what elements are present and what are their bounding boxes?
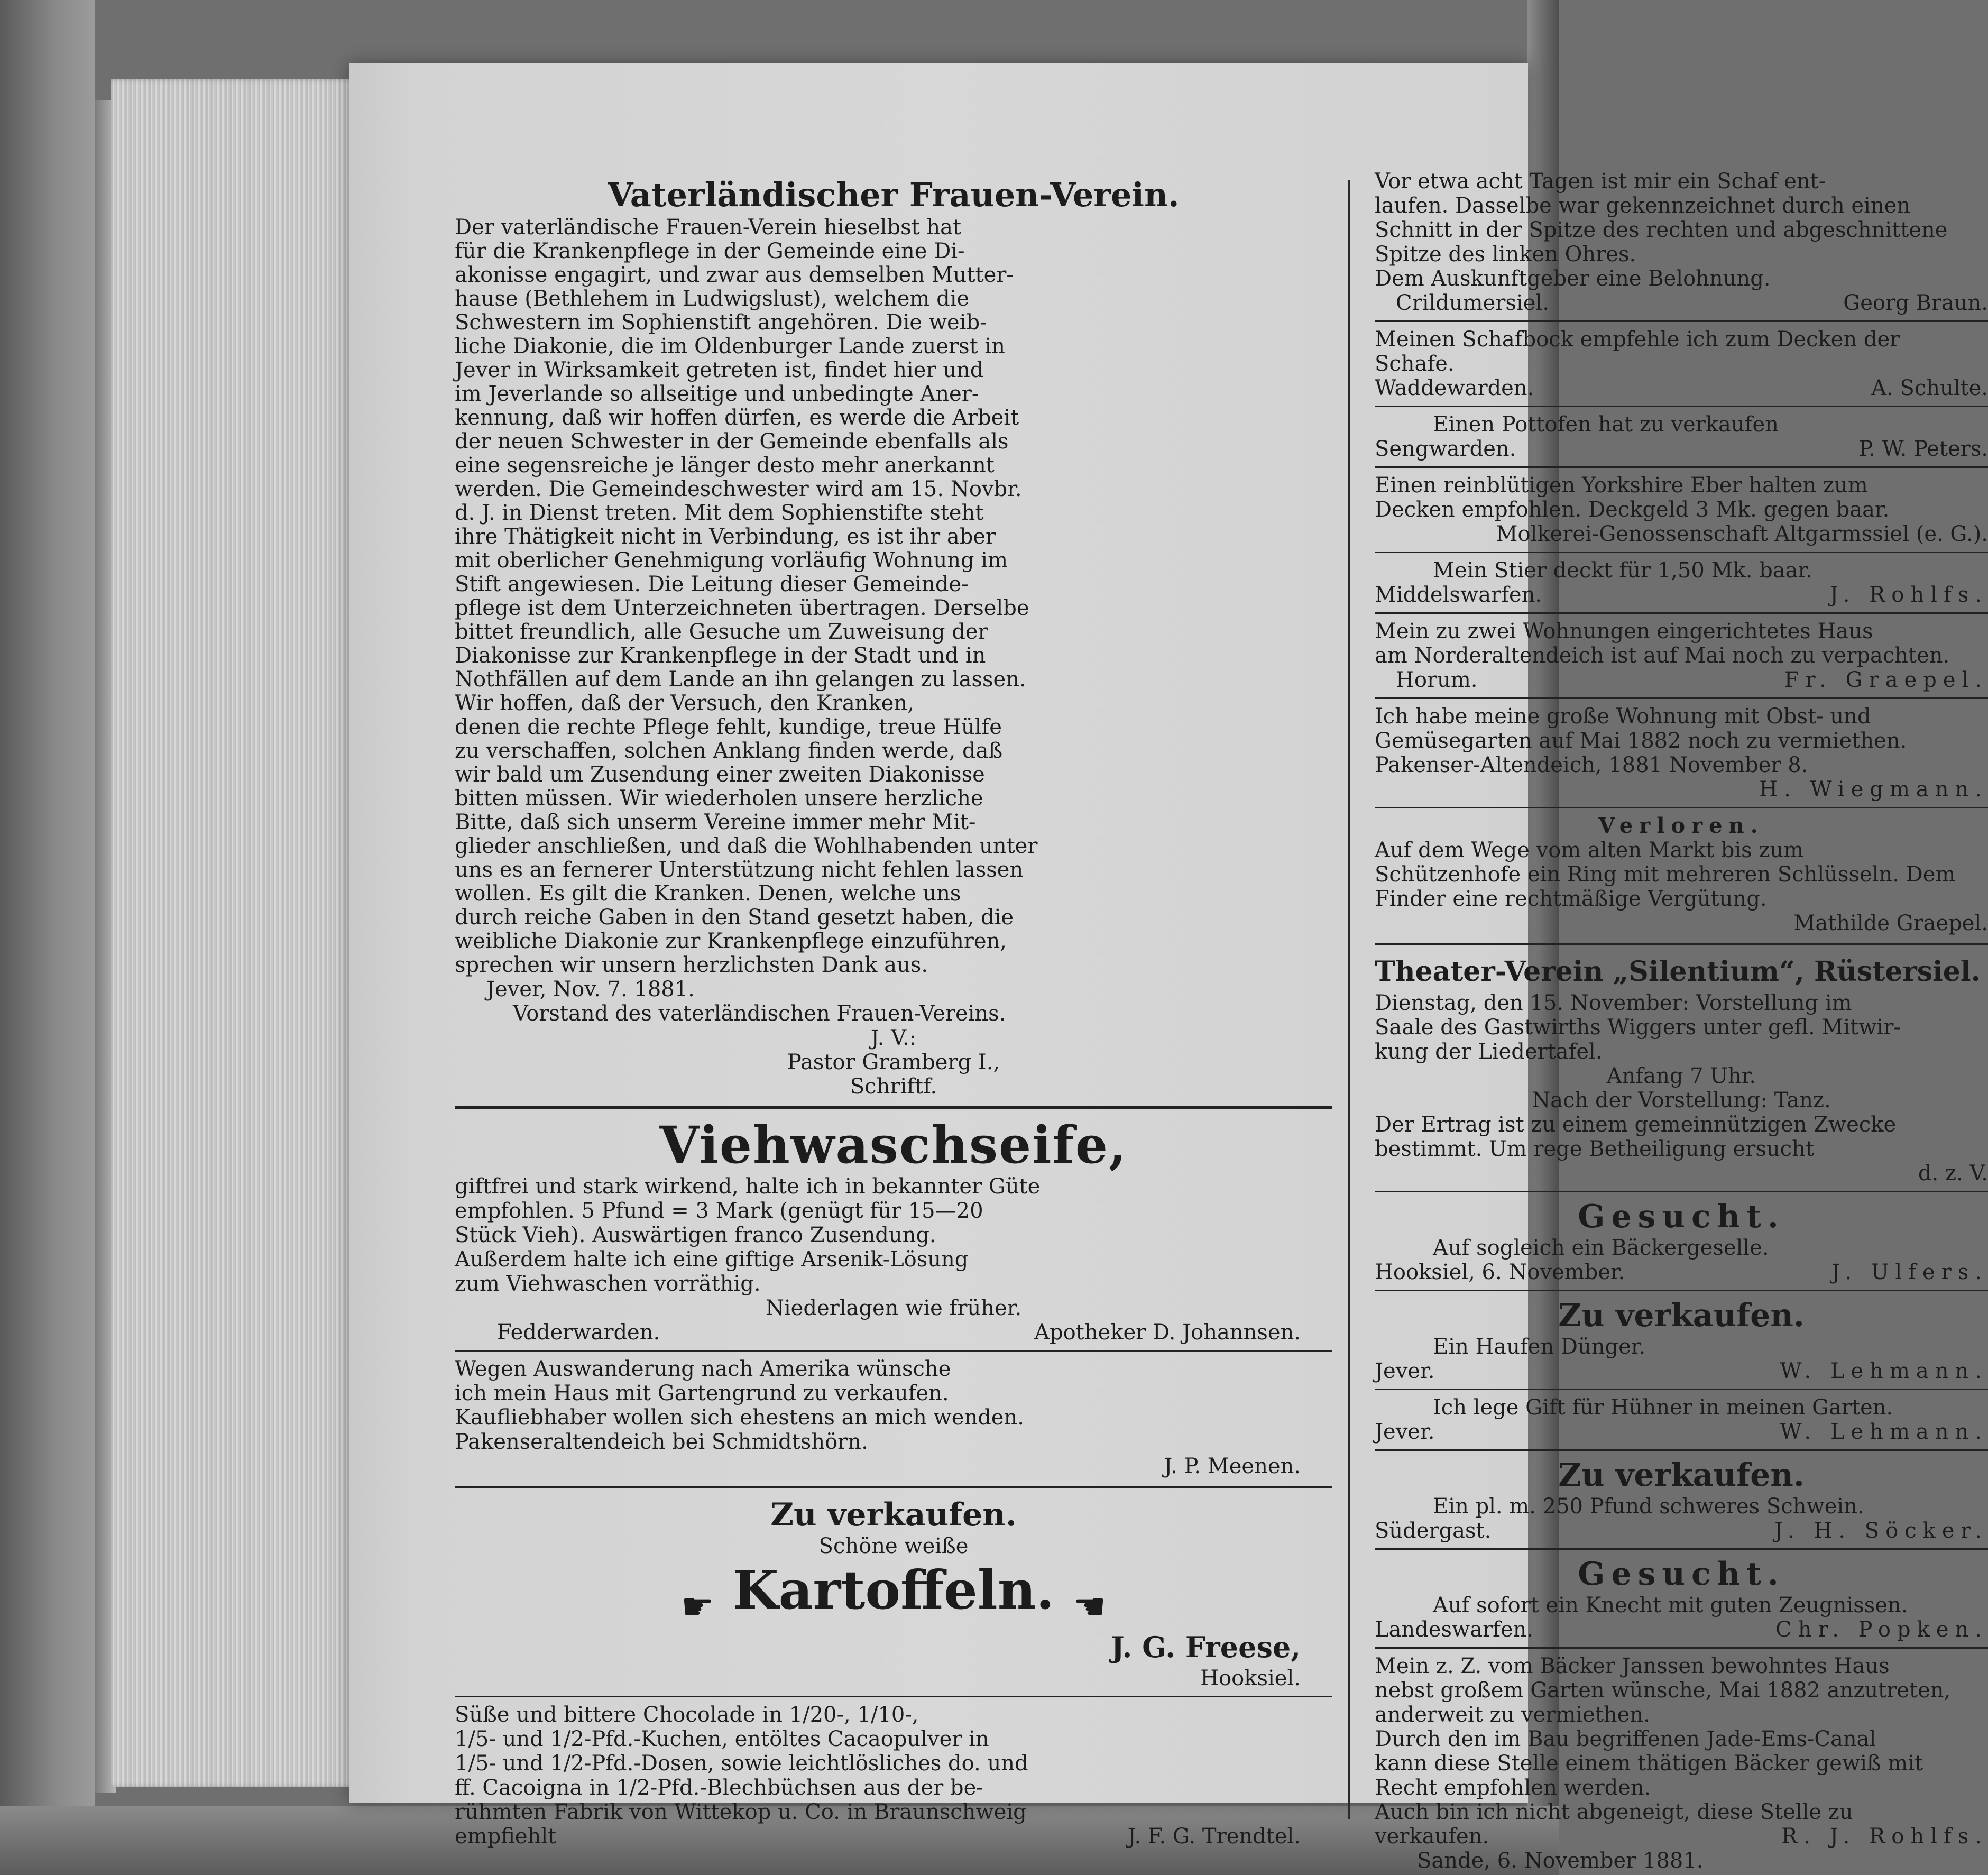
gift-line: Ich lege Gift für Hühner in meinen Garten. <box>1433 1395 1893 1420</box>
frauenverein-line: sprechen wir unsern herzlichsten Dank aus. <box>455 953 928 977</box>
book-page-edges <box>111 79 360 1787</box>
frauenverein-title: Vaterländischer Frauen-Verein. <box>608 176 1180 214</box>
schafbock-signer: A. Schulte. <box>1871 376 1988 400</box>
auswanderung-signer: J. P. Meenen. <box>1164 1454 1301 1478</box>
chocolade-line: 1/5- und 1/2-Pfd.-Kuchen, entöltes Cacaopulver in <box>455 1726 989 1751</box>
eber-line: Decken empfohlen. Deckgeld 3 Mk. gegen baar. <box>1375 498 1890 522</box>
kartoffeln-sub: Schöne weiße <box>818 1534 969 1558</box>
schaf-line: Vor etwa acht Tagen ist mir ein Schaf ent- <box>1375 169 1826 194</box>
frauenverein-line: akonisse engagirt, und zwar aus demselben Mutter- <box>455 263 1014 287</box>
chocolade-signer: J. F. G. Trendtel. <box>1127 1824 1301 1849</box>
wohnung-line: Ich habe meine große Wohnung mit Obst- und <box>1375 704 1871 729</box>
chocolade-signature-row <box>455 1824 1332 1849</box>
gesucht2-signature-row <box>1375 1617 1988 1642</box>
schaf-line: laufen. Dasselbe war gekennzeichnet durch einen <box>1375 194 1911 218</box>
stier-line: Mein Stier deckt für 1,50 Mk. baar. <box>1433 558 1812 583</box>
haus-signer: Fr. Graepel. <box>1784 668 1988 692</box>
section-rule <box>1375 552 1988 553</box>
frauenverein-line: Nothfällen auf dem Lande an ihn gelangen zu lassen. <box>455 667 1026 692</box>
frauenverein-line: bittet freundlich, alle Gesuche um Zuweisung der <box>455 620 988 644</box>
viehwaschseife-signature-row <box>455 1320 1332 1345</box>
frauenverein-line: für die Krankenpflege in der Gemeinde eine Di- <box>455 239 965 263</box>
frauenverein-article <box>455 174 1332 1099</box>
auswanderung-line: ich mein Haus mit Gartengrund zu verkaufen. <box>455 1381 949 1405</box>
verkaufen2-place: Südergast. <box>1375 1519 1492 1543</box>
section-rule <box>1375 612 1988 614</box>
verloren-line: Schützenhofe ein Ring mit mehreren Schlüsseln. Dem <box>1375 862 1956 887</box>
wohnung-line: Gemüsegarten auf Mai 1882 noch zu vermiethen. <box>1375 729 1907 753</box>
frauenverein-iv: J. V.: <box>870 1026 917 1050</box>
theater-ertrag-line: bestimmt. Um rege Betheiligung ersucht <box>1375 1137 1814 1161</box>
gesucht1-signer: J. Ulfers. <box>1831 1260 1988 1284</box>
frauenverein-line: Wir hoffen, daß der Versuch, den Kranken, <box>455 691 914 715</box>
right-column <box>1375 169 1988 1873</box>
wohnung-ad <box>1375 704 1988 802</box>
section-rule <box>455 1106 1332 1109</box>
verkaufen1-line: Ein Haufen Dünger. <box>1433 1335 1646 1359</box>
section-rule <box>1375 1191 1988 1192</box>
section-rule <box>1375 1647 1988 1649</box>
wohnung-line: Pakenser-Altendeich, 1881 November 8. <box>1375 753 1808 777</box>
theater-line: Saale des Gastwirths Wiggers unter gefl. Mitwir- <box>1375 1015 1901 1040</box>
pointing-hand-left-icon: ☚ <box>1073 1584 1107 1628</box>
frauenverein-body <box>455 216 1332 977</box>
schaf-body <box>1375 169 1988 291</box>
kartoffeln-ad <box>455 1496 1332 1690</box>
frauenverein-board: Vorstand des vaterländischen Frauen-Vereins. <box>513 1001 1006 1026</box>
verloren-line: Auf dem Wege vom alten Markt bis zum <box>1375 838 1804 862</box>
wohnung-signer: H. Wiegmann. <box>1759 777 1988 802</box>
baecker-date: Sande, 6. November 1881. <box>1417 1849 1704 1873</box>
frauenverein-line: mit oberlicher Genehmigung vorläufig Wohnung im <box>455 548 1008 573</box>
theater-ertrag-line: Der Ertrag ist zu einem gemeinnützigen Zwecke <box>1375 1113 1897 1137</box>
auswanderung-line: Pakenseraltendeich bei Schmidtshörn. <box>455 1430 868 1454</box>
eber-body <box>1375 473 1988 522</box>
haus-signature-row <box>1375 668 1988 692</box>
haus-ad <box>1375 619 1988 692</box>
gesucht1-signature-row <box>1375 1260 1988 1284</box>
frauenverein-line: werden. Die Gemeindeschwester wird am 15. Novbr. <box>455 477 1022 501</box>
eber-line: Einen reinblütigen Yorkshire Eber halten zum <box>1375 473 1868 498</box>
viehwaschseife-line: giftfrei und stark wirkend, halte ich in bekannter Güte <box>455 1174 1041 1199</box>
theater-line: kung der Liedertafel. <box>1375 1040 1603 1064</box>
haus-place: Horum. <box>1396 668 1478 692</box>
frauenverein-line: eine segensreiche je länger desto mehr anerkannt <box>455 453 995 477</box>
haus-body <box>1375 619 1988 668</box>
frauenverein-line: uns es an fernerer Unterstützung nicht fehlen lassen <box>455 858 1024 882</box>
section-rule <box>1375 697 1988 699</box>
verkaufen2-ad <box>1375 1456 1988 1543</box>
schafbock-place: Waddewarden. <box>1375 376 1534 400</box>
chocolade-line: rühmten Fabrik von Wittekop u. Co. in Braunschweig <box>455 1799 1027 1824</box>
theater-ertrag <box>1375 1113 1988 1161</box>
frauenverein-line: Diakonisse zur Krankenpflege in der Stadt und in <box>455 644 986 668</box>
viehwaschseife-signer: Apotheker D. Johannsen. <box>1034 1320 1301 1345</box>
schafbock-line: Meinen Schafbock empfehle ich zum Decken der <box>1375 327 1900 352</box>
frauenverein-line: Der vaterländische Frauen-Verein hieselbst hat <box>455 215 962 240</box>
verloren-signer: Mathilde Graepel. <box>1793 911 1988 935</box>
verkaufen2-line: Ein pl. m. 250 Pfund schweres Schwein. <box>1433 1494 1864 1519</box>
eber-signer: Molkerei-Genossenschaft Altgarmssiel (e. G.). <box>1496 522 1988 546</box>
pottofen-line: Einen Pottofen hat zu verkaufen <box>1433 412 1779 437</box>
frauenverein-signer: Pastor Gramberg I., <box>787 1050 1000 1074</box>
schafbock-line: Schafe. <box>1375 352 1455 376</box>
gesucht2-title: Gesucht. <box>1578 1556 1785 1593</box>
baecker-line: anderweit zu vermiethen. <box>1375 1703 1650 1727</box>
stier-place: Middelswarfen. <box>1375 583 1542 607</box>
kartoffeln-place: Hooksiel. <box>1200 1666 1301 1690</box>
frauenverein-line: pflege ist dem Unterzeichneten übertragen. Derselbe <box>455 596 1029 620</box>
stier-signature-row <box>1375 583 1988 607</box>
baecker-signature-row <box>1375 1824 1988 1849</box>
frauenverein-line: Schwestern im Sophienstift angehören. Die weib- <box>455 310 987 335</box>
frauenverein-role: Schriftf. <box>850 1074 937 1099</box>
pottofen-signer: P. W. Peters. <box>1858 437 1988 461</box>
schafbock-ad <box>1375 327 1988 400</box>
frauenverein-line: denen die rechte Pflege fehlt, kundige, treue Hülfe <box>455 715 1002 739</box>
verkaufen2-signer: J. H. Söcker. <box>1774 1519 1988 1543</box>
section-rule <box>1375 807 1988 808</box>
section-rule <box>1375 1548 1988 1550</box>
section-rule <box>1375 466 1988 468</box>
section-rule <box>1375 1449 1988 1451</box>
baecker-line: kann diese Stelle einem thätigen Bäcker gewiß mit <box>1375 1751 1923 1776</box>
gesucht2-signer: Chr. Popken. <box>1775 1617 1988 1642</box>
auswanderung-line: Wegen Auswanderung nach Amerika wünsche <box>455 1357 951 1381</box>
viehwaschseife-body <box>455 1174 1332 1296</box>
wohnung-body <box>1375 704 1988 777</box>
gesucht2-line: Auf sofort ein Knecht mit guten Zeugnissen. <box>1433 1593 1908 1617</box>
haus-line: Mein zu zwei Wohnungen eingerichtetes Haus <box>1375 619 1873 644</box>
frauenverein-line: liche Diakonie, die im Oldenburger Lande zuerst in <box>455 334 1005 359</box>
gesucht1-place: Hooksiel, 6. November. <box>1375 1260 1625 1284</box>
viehwaschseife-line: empfohlen. 5 Pfund = 3 Mark (genügt für 15—20 <box>455 1199 983 1223</box>
verloren-line: Finder eine rechtmäßige Vergütung. <box>1375 887 1767 911</box>
frauenverein-line: ihre Thätigkeit nicht in Verbindung, es ist ihr aber <box>455 525 996 549</box>
verkaufen1-signer: W. Lehmann. <box>1780 1359 1988 1383</box>
chocolade-line: ff. Cacoigna in 1/2-Pfd.-Blechbüchsen aus der be- <box>455 1775 983 1800</box>
baecker-line: Mein z. Z. vom Bäcker Janssen bewohntes Haus <box>1375 1654 1890 1678</box>
frauenverein-line: Bitte, daß sich unserm Vereine immer mehr Mit- <box>455 810 976 834</box>
schaf-line: Spitze des linken Ohres. <box>1375 242 1636 266</box>
verkaufen2-signature-row <box>1375 1519 1988 1543</box>
gesucht1-line: Auf sogleich ein Bäckergeselle. <box>1433 1236 1769 1260</box>
frauenverein-line: bitten müssen. Wir wiederholen unsere herzliche <box>455 786 983 811</box>
verkaufen1-place: Jever. <box>1375 1359 1435 1383</box>
verloren-body <box>1375 838 1988 911</box>
chocolade-body <box>455 1703 1332 1824</box>
schaf-line: Dem Auskunftgeber eine Belohnung. <box>1375 266 1771 291</box>
baecker-ad <box>1375 1654 1988 1873</box>
stier-signer: J. Rohlfs. <box>1829 583 1988 607</box>
baecker-last-left: verkaufen. <box>1375 1824 1489 1849</box>
pottofen-signature-row <box>1375 437 1988 461</box>
section-rule <box>1375 1389 1988 1390</box>
viehwaschseife-ad <box>455 1116 1332 1345</box>
theater-signer: d. z. V. <box>1918 1161 1988 1185</box>
background-left <box>0 0 95 1875</box>
frauenverein-line: Jever in Wirksamkeit getreten ist, findet hier und <box>455 358 984 382</box>
chocolade-line: Süße und bittere Chocolade in 1/20-, 1/10-, <box>455 1702 919 1727</box>
baecker-line: nebst großem Garten wünsche, Mai 1882 anzutreten, <box>1375 1678 1951 1703</box>
verkaufen2-title: Zu verkaufen. <box>1558 1457 1805 1494</box>
section-rule <box>455 1486 1332 1488</box>
frauenverein-line: weibliche Diakonie zur Krankenpflege einzuführen, <box>455 929 1007 953</box>
section-rule <box>1375 943 1988 945</box>
baecker-line: Durch den im Bau begriffenen Jade-Ems-Canal <box>1375 1727 1876 1751</box>
baecker-line: Auch bin ich nicht abgeneigt, diese Stelle zu <box>1375 1800 1853 1824</box>
pottofen-place: Sengwarden. <box>1375 437 1516 461</box>
newspaper-page <box>349 63 1988 1873</box>
auswanderung-line: Kaufliebhaber wollen sich ehestens an mich wenden. <box>455 1405 1024 1430</box>
schaf-place: Crildumersiel. <box>1396 291 1549 315</box>
schaf-signature-row <box>1375 291 1988 315</box>
frauenverein-line: kennung, daß wir hoffen dürfen, es werde die Arbeit <box>455 406 1019 430</box>
section-rule <box>1375 320 1988 322</box>
viehwaschseife-line: Außerdem halte ich eine giftige Arsenik-Lösung <box>455 1247 969 1272</box>
eber-ad <box>1375 473 1988 546</box>
pointing-hand-right-icon: ☛ <box>680 1584 714 1628</box>
auswanderung-body <box>455 1357 1332 1454</box>
viehwaschseife-line: zum Viehwaschen vorräthig. <box>455 1272 761 1296</box>
kartoffeln-banner <box>455 1558 1332 1628</box>
frauenverein-line: wir bald um Zusendung einer zweiten Diakonisse <box>455 762 985 787</box>
frauenverein-line: der neuen Schwester in der Gemeinde ebenfalls als <box>455 429 1009 454</box>
section-rule <box>455 1696 1332 1697</box>
chocolade-ad <box>455 1703 1332 1849</box>
schaf-line: Schnitt in der Spitze des rechten und abgeschnittene <box>1375 218 1948 242</box>
frauenverein-line: durch reiche Gaben in den Stand gesetzt haben, die <box>455 905 1014 930</box>
kartoffeln-head: Zu verkaufen. <box>770 1496 1017 1533</box>
frauenverein-line: im Jeverlande so allseitige und unbedingte Aner- <box>455 382 979 406</box>
kartoffeln-signer: J. G. Freese, <box>1111 1630 1301 1664</box>
theater-line: Dienstag, den 15. November: Vorstellung im <box>1375 991 1852 1015</box>
gesucht1-ad <box>1375 1198 1988 1284</box>
gift-place: Jever. <box>1375 1420 1435 1444</box>
section-rule <box>455 1350 1332 1352</box>
frauenverein-date: Jever, Nov. 7. 1881. <box>486 977 695 1001</box>
theater-nach: Nach der Vorstellung: Tanz. <box>1532 1088 1831 1113</box>
left-column <box>455 174 1332 1849</box>
viehwaschseife-place: Fedderwarden. <box>497 1320 660 1345</box>
section-rule <box>1375 406 1988 407</box>
baecker-body <box>1375 1654 1988 1824</box>
pottofen-ad <box>1375 412 1988 461</box>
schaf-ad <box>1375 169 1988 315</box>
haus-line: am Norderaltendeich ist auf Mai noch zu verpachten. <box>1375 644 1950 668</box>
theater-anfang: Anfang 7 Uhr. <box>1606 1064 1756 1088</box>
frauenverein-line: glieder anschließen, und daß die Wohlhabenden unter <box>455 834 1038 858</box>
theater-body <box>1375 991 1988 1064</box>
schafbock-body <box>1375 327 1988 376</box>
gift-signature-row <box>1375 1420 1988 1444</box>
frauenverein-line: zu verschaffen, solchen Anklang finden werde, daß <box>455 739 1003 763</box>
verkaufen1-ad <box>1375 1297 1988 1383</box>
stier-ad <box>1375 558 1988 607</box>
gift-ad <box>1375 1395 1988 1444</box>
auswanderung-ad <box>455 1357 1332 1478</box>
gift-signer: W. Lehmann. <box>1780 1420 1988 1444</box>
gesucht2-ad <box>1375 1555 1988 1642</box>
schafbock-signature-row <box>1375 376 1988 400</box>
theater-ad <box>1375 953 1988 1185</box>
verkaufen1-signature-row <box>1375 1359 1988 1383</box>
frauenverein-line: hause (Bethlehem in Ludwigslust), welchem die <box>455 287 970 311</box>
schaf-signer: Georg Braun. <box>1843 291 1988 315</box>
verloren-ad <box>1375 814 1988 935</box>
chocolade-last-left: empfiehlt <box>455 1824 557 1849</box>
frauenverein-line: wollen. Es gilt die Kranken. Denen, welche uns <box>455 881 961 906</box>
frauenverein-line: d. J. in Dienst treten. Mit dem Sophienstifte steht <box>455 501 984 525</box>
viehwaschseife-title: Viehwaschseife, <box>659 1115 1128 1175</box>
column-divider <box>1348 180 1350 1819</box>
baecker-signer: R. J. Rohlfs. <box>1781 1824 1988 1849</box>
frauenverein-line: Stift angewiesen. Die Leitung dieser Gemeinde- <box>455 572 969 596</box>
viehwaschseife-niederlagen: Niederlagen wie früher. <box>765 1296 1022 1320</box>
section-rule <box>1375 1290 1988 1291</box>
baecker-line: Recht empfohlen werden. <box>1375 1776 1651 1800</box>
gesucht2-place: Landeswarfen. <box>1375 1617 1534 1642</box>
verkaufen1-title: Zu verkaufen. <box>1558 1297 1805 1334</box>
theater-title: Theater-Verein „Silentium“, Rüstersiel. <box>1375 955 1981 988</box>
kartoffeln-title: Kartoffeln. <box>732 1559 1055 1621</box>
verloren-title: Verloren. <box>1598 813 1764 838</box>
gesucht1-title: Gesucht. <box>1578 1198 1785 1235</box>
viehwaschseife-line: Stück Vieh). Auswärtigen franco Zusendung. <box>455 1223 936 1247</box>
chocolade-line: 1/5- und 1/2-Pfd.-Dosen, sowie leichtlösliches do. und <box>455 1751 1028 1776</box>
